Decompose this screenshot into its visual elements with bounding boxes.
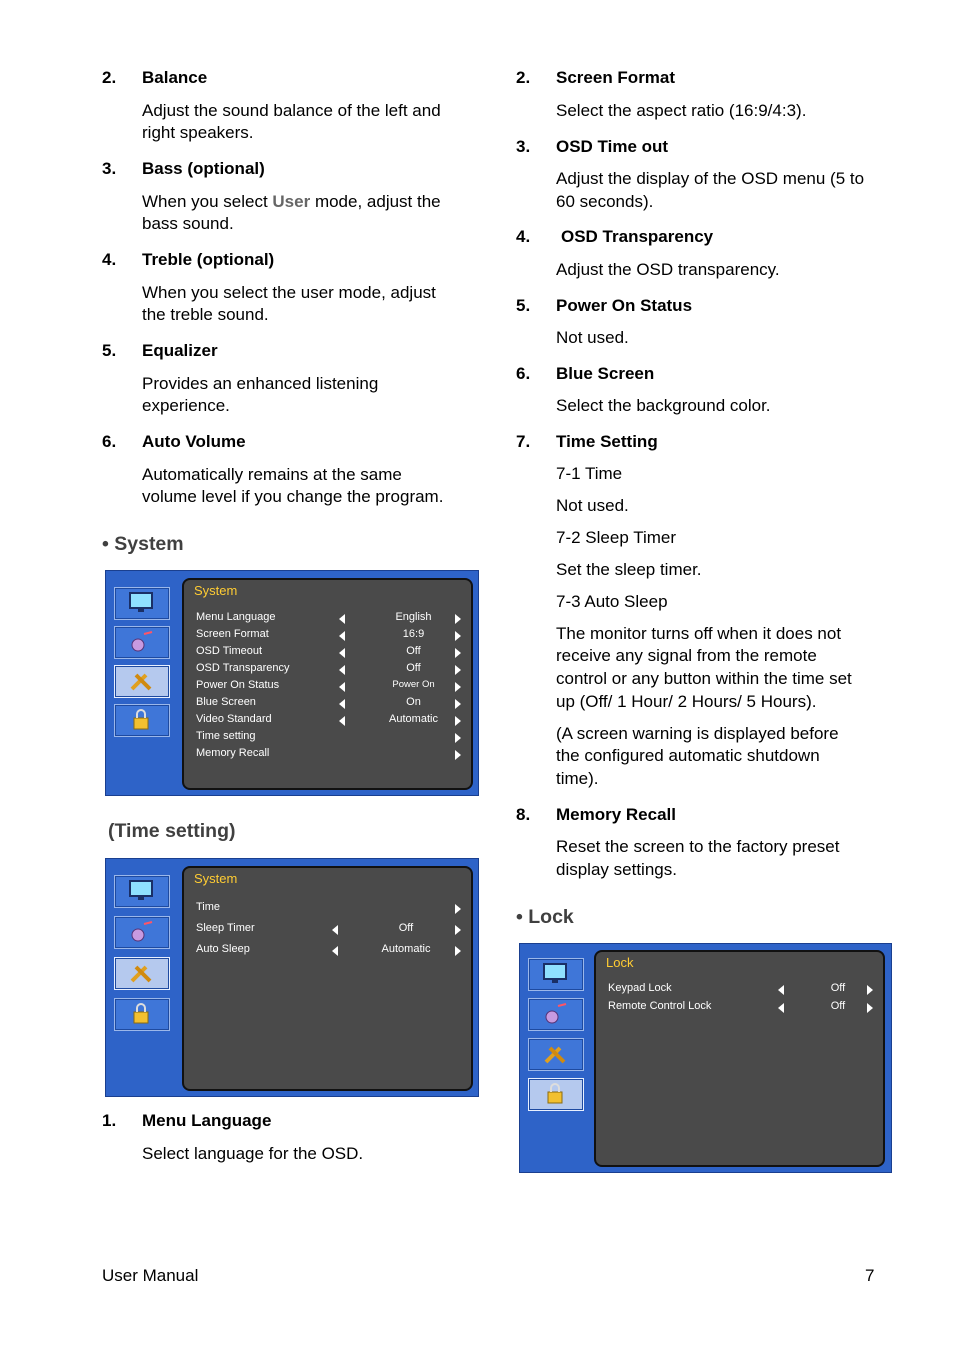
item-desc-line: Select the aspect ratio (16:9/4:3).: [556, 101, 807, 120]
item-desc-line: right speakers.: [142, 123, 254, 142]
osd-menu-row[interactable]: [196, 747, 461, 763]
item-desc-line: When you select User mode, adjust the: [142, 192, 441, 211]
osd-row-label: Remote Control Lock: [608, 1000, 712, 1012]
osd-menu-title: Lock: [606, 955, 634, 970]
item-desc-line: Reset the screen to the factory preset: [556, 837, 840, 856]
para-line: time).: [556, 769, 599, 788]
osd-row-value: Off: [398, 922, 414, 934]
arrow-right-icon[interactable]: [455, 699, 461, 709]
item-desc-line: Adjust the OSD transparency.: [556, 260, 780, 279]
osd-menu-row[interactable]: [608, 1000, 873, 1016]
arrow-right-icon[interactable]: [455, 665, 461, 675]
item-desc-line: bass sound.: [142, 214, 234, 233]
osd-menu-row[interactable]: [196, 713, 461, 729]
osd-menu-row[interactable]: [196, 611, 461, 627]
item-desc-line: Select language for the OSD.: [142, 1144, 364, 1163]
item-title: Memory Recall: [556, 805, 676, 824]
item-desc-line: Provides an enhanced listening: [142, 374, 379, 393]
item-number: 2.: [516, 68, 531, 87]
item-number: 7.: [516, 432, 531, 451]
osd-row-label: Screen Format: [196, 628, 269, 640]
osd-menu-row[interactable]: [196, 696, 461, 712]
para-line: The monitor turns off when it does not: [556, 624, 842, 643]
osd-menu-row[interactable]: [196, 628, 461, 644]
osd-menu-row[interactable]: [196, 679, 461, 695]
arrow-left-icon[interactable]: [339, 614, 345, 624]
item-title: Power On Status: [556, 296, 693, 315]
item-title: Auto Volume: [142, 432, 246, 451]
osd-row-label: OSD Timeout: [196, 645, 263, 657]
item-number: 6.: [102, 432, 117, 451]
item-desc-line: 60 seconds).: [556, 192, 654, 211]
osd-row-label: Keypad Lock: [608, 982, 672, 994]
arrow-left-icon[interactable]: [332, 925, 338, 935]
item-number: 3.: [102, 159, 117, 178]
item-desc-line: the treble sound.: [142, 305, 269, 324]
osd-row-label: Auto Sleep: [196, 943, 250, 955]
osd-row-value: Off: [406, 662, 421, 674]
osd-row-label: Time setting: [196, 730, 256, 742]
item-desc-line: Adjust the sound balance of the left and: [142, 101, 441, 120]
item-number: 6.: [516, 364, 531, 383]
section-heading-system: • System: [102, 533, 184, 555]
arrow-right-icon[interactable]: [455, 614, 461, 624]
page-number: 7: [865, 1266, 875, 1285]
item-number: 3.: [516, 137, 531, 156]
osd-menu-row[interactable]: [196, 901, 461, 917]
item-number: 8.: [516, 805, 531, 824]
item-number: 4.: [516, 227, 531, 246]
osd-row-value: Automatic: [389, 713, 438, 725]
arrow-left-icon[interactable]: [339, 682, 345, 692]
arrow-right-icon[interactable]: [455, 946, 461, 956]
item-desc-line: When you select the user mode, adjust: [142, 283, 436, 302]
sub-line: 7-1 Time: [556, 464, 623, 483]
osd-row-label: Sleep Timer: [196, 922, 255, 934]
arrow-left-icon[interactable]: [339, 716, 345, 726]
arrow-right-icon[interactable]: [867, 1003, 873, 1013]
item-title: Menu Language: [142, 1111, 272, 1130]
lock-icon: [114, 704, 170, 737]
osd-row-label: Blue Screen: [196, 696, 256, 708]
item-desc-line: Not used.: [556, 328, 629, 347]
osd-row-label: Power On Status: [196, 679, 280, 691]
osd-row-label: Menu Language: [196, 611, 276, 623]
osd-row-value: English: [395, 611, 432, 623]
arrow-left-icon[interactable]: [778, 985, 784, 995]
osd-menu-panel: [594, 950, 885, 1167]
item-number: 5.: [516, 296, 531, 315]
footer-title: User Manual: [102, 1266, 199, 1285]
tools-icon: [528, 1038, 584, 1071]
item-title: OSD Transparency: [561, 227, 714, 246]
arrow-left-icon[interactable]: [339, 648, 345, 658]
section-heading-lock: • Lock: [516, 906, 574, 928]
osd-row-value: Off: [830, 1000, 846, 1012]
osd-row-value: Automatic: [381, 943, 431, 955]
para-line: receive any signal from the remote: [556, 646, 817, 665]
item-desc-line: experience.: [142, 396, 230, 415]
monitor-icon: [528, 958, 584, 991]
item-title: Bass (optional): [142, 159, 265, 178]
monitor-icon: [114, 875, 170, 908]
osd-menu-panel: [182, 866, 473, 1091]
item-title: Screen Format: [556, 68, 676, 87]
osd-row-value: Off: [406, 645, 421, 657]
osd-row-label: Video Standard: [196, 713, 272, 725]
lock-icon: [528, 1078, 584, 1111]
sub-line: Not used.: [556, 496, 629, 515]
item-desc-line: Adjust the display of the OSD menu (5 to: [556, 169, 865, 188]
arrow-left-icon[interactable]: [339, 699, 345, 709]
sub-line: 7-2 Sleep Timer: [556, 528, 676, 547]
arrow-right-icon[interactable]: [867, 985, 873, 995]
osd-menu-row[interactable]: [196, 943, 461, 959]
monitor-icon: [114, 587, 170, 620]
tools-icon: [114, 665, 170, 698]
audio-icon: [114, 626, 170, 659]
item-title: Equalizer: [142, 341, 218, 360]
arrow-left-icon[interactable]: [339, 665, 345, 675]
osd-row-label: Time: [196, 901, 221, 913]
osd-menu-title: System: [194, 871, 238, 886]
sub-line: 7-3 Auto Sleep: [556, 592, 668, 611]
item-number: 1.: [102, 1111, 117, 1130]
item-title: Treble (optional): [142, 250, 275, 269]
item-number: 2.: [102, 68, 117, 87]
osd-row-value: Power On: [392, 679, 435, 690]
lock-icon: [114, 998, 170, 1031]
osd-menu-row[interactable]: [608, 982, 873, 998]
osd-menu-title: System: [194, 583, 238, 598]
sub-line: Set the sleep timer.: [556, 560, 702, 579]
arrow-right-icon[interactable]: [455, 750, 461, 760]
osd-system-screenshot: [105, 570, 479, 796]
arrow-right-icon[interactable]: [455, 716, 461, 726]
item-title: Balance: [142, 68, 208, 87]
arrow-right-icon[interactable]: [455, 631, 461, 641]
arrow-right-icon[interactable]: [455, 904, 461, 914]
item-number: 5.: [102, 341, 117, 360]
item-title: Blue Screen: [556, 364, 655, 383]
arrow-right-icon[interactable]: [455, 925, 461, 935]
section-heading-time-setting: (Time setting): [108, 820, 236, 842]
item-desc-line: volume level if you change the program.: [142, 487, 444, 506]
osd-menu-row[interactable]: [196, 922, 461, 938]
osd-row-label: Memory Recall: [196, 747, 270, 759]
osd-row-label: OSD Transparency: [196, 662, 290, 674]
osd-row-value: Off: [830, 982, 846, 994]
osd-menu-panel: [182, 578, 473, 790]
osd-menu-row[interactable]: [196, 730, 461, 746]
item-desc-line: display settings.: [556, 860, 677, 879]
arrow-right-icon[interactable]: [455, 733, 461, 743]
arrow-right-icon[interactable]: [455, 682, 461, 692]
item-title: Time Setting: [556, 432, 658, 451]
item-number: 4.: [102, 250, 117, 269]
tools-icon: [114, 957, 170, 990]
osd-menu-row[interactable]: [196, 662, 461, 678]
osd-lock-screenshot: [519, 943, 892, 1173]
para-line: (A screen warning is displayed before: [556, 724, 839, 743]
para-line: control or any button within the time set: [556, 669, 852, 688]
arrow-left-icon[interactable]: [332, 946, 338, 956]
item-title: OSD Time out: [556, 137, 669, 156]
item-desc-line: Select the background color.: [556, 396, 771, 415]
arrow-left-icon[interactable]: [339, 631, 345, 641]
para-line: the configured automatic shutdown: [556, 746, 820, 765]
osd-time-screenshot: [105, 858, 479, 1097]
highlight-user: User: [272, 192, 311, 211]
para-line: up (Off/ 1 Hour/ 2 Hours/ 5 Hours).: [556, 692, 817, 711]
audio-icon: [114, 916, 170, 949]
osd-menu-row[interactable]: [196, 645, 461, 661]
audio-icon: [528, 998, 584, 1031]
arrow-right-icon[interactable]: [455, 648, 461, 658]
arrow-left-icon[interactable]: [778, 1003, 784, 1013]
item-desc-line: Automatically remains at the same: [142, 465, 402, 484]
osd-row-value: 16:9: [402, 628, 425, 640]
osd-row-value: On: [406, 696, 421, 708]
